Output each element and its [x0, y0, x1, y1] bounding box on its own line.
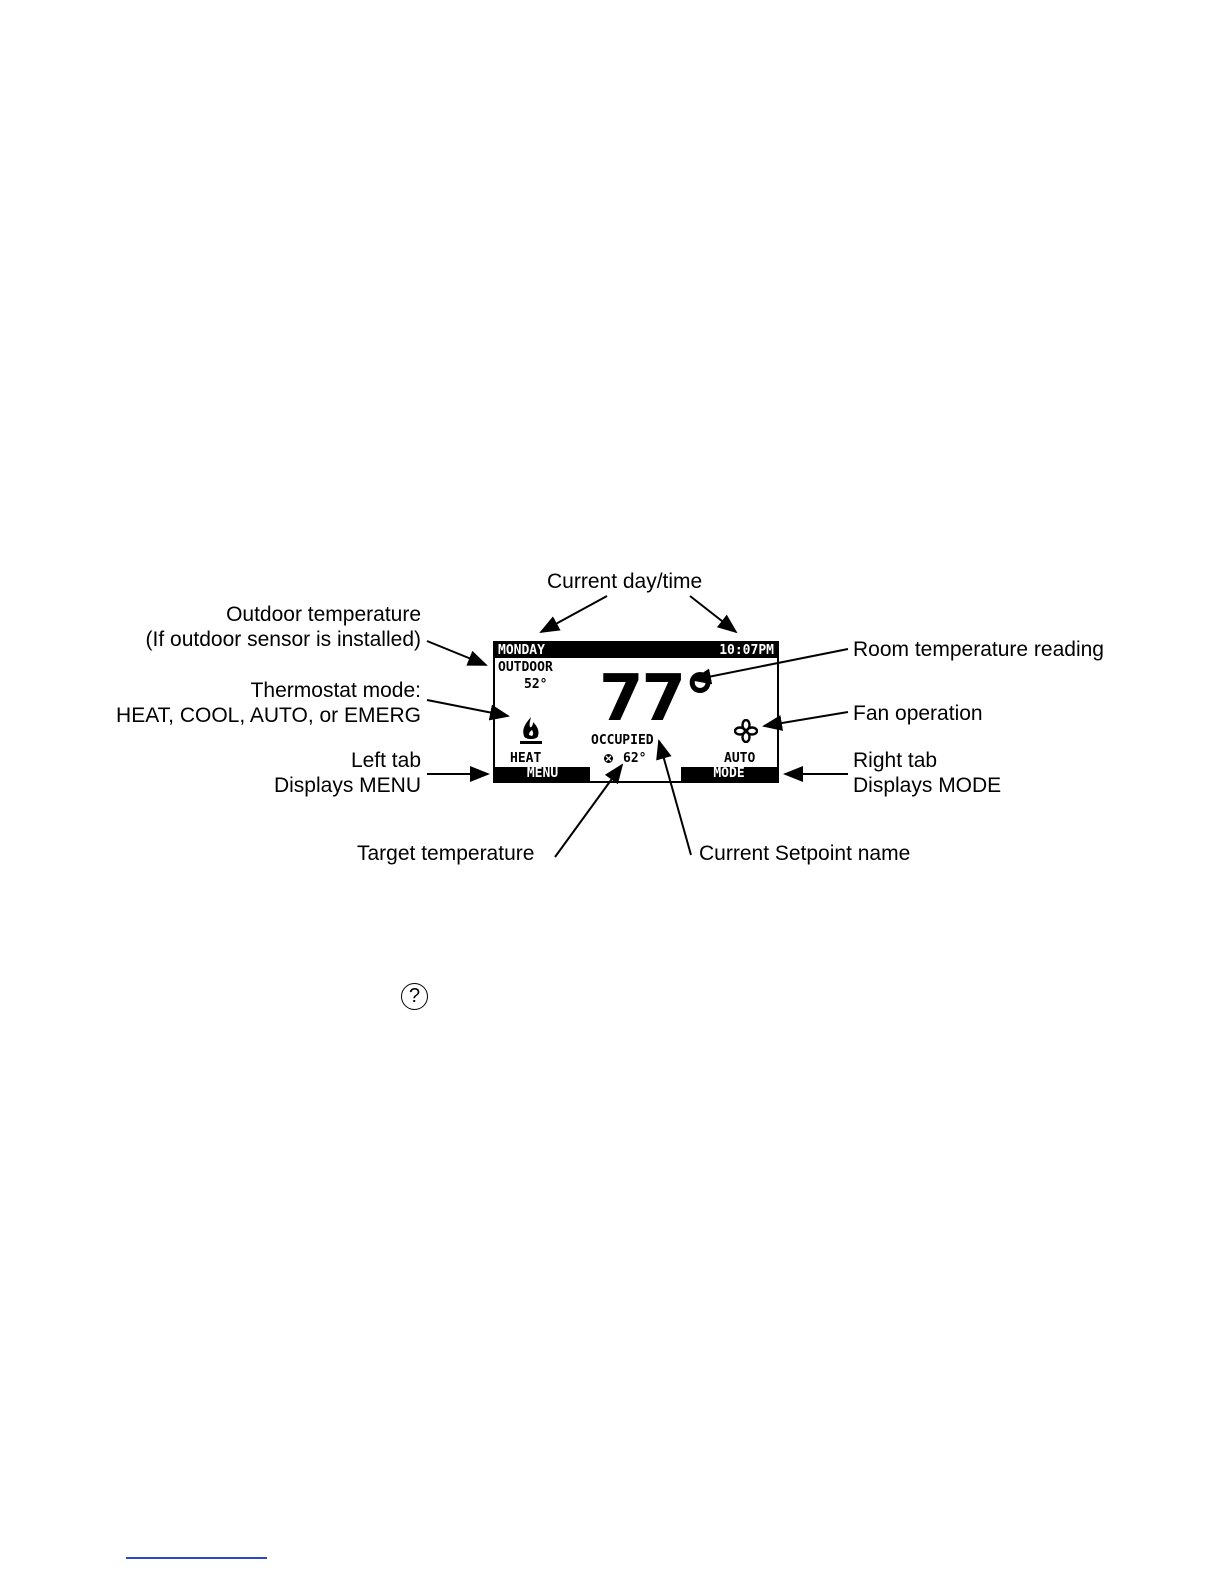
callout-mode-line1: Thermostat mode: [250, 679, 421, 702]
right-tab[interactable]: MODE [681, 767, 777, 781]
mode-label: HEAT [510, 751, 542, 766]
callout-right-tab-line2: Displays MODE [853, 774, 1002, 797]
arrow-day [541, 596, 607, 632]
fan-mode: AUTO [724, 751, 756, 766]
outdoor-temp: 52° [524, 677, 548, 692]
arrow-target-temp [555, 765, 622, 857]
callout-outdoor-temp-line2: (If outdoor sensor is installed) [145, 628, 421, 651]
callout-left-tab-line1: Left tab [350, 749, 421, 772]
display-day: MONDAY [498, 643, 545, 658]
arrow-mode [427, 700, 508, 716]
callout-right-tab-line1: Right tab [853, 749, 938, 772]
callout-room-temp: Room temperature reading [853, 638, 1104, 661]
display-time: 10:07PM [719, 643, 774, 658]
setpoint-name: OCCUPIED [591, 733, 654, 748]
callout-target-temp: Target temperature [357, 842, 535, 865]
link-underline [126, 1557, 267, 1559]
callout-left-tab-line2: Displays MENU [273, 774, 421, 797]
arrow-room-temp [693, 649, 848, 680]
callout-setpoint-name: Current Setpoint name [699, 842, 911, 865]
callout-current-day-time: Current day/time [547, 570, 703, 593]
arrow-outdoor [427, 641, 486, 665]
arrow-setpoint-name [659, 741, 691, 855]
outdoor-label: OUTDOOR [498, 660, 553, 675]
callout-outdoor-temp-line1: Outdoor temperature [226, 603, 421, 626]
arrow-time [690, 596, 736, 632]
help-circle-icon: ? [401, 983, 428, 1010]
target-temp: 62° [623, 751, 647, 766]
arrow-fan [764, 712, 848, 726]
left-tab[interactable]: MENU [495, 767, 590, 781]
callout-fan: Fan operation [853, 702, 983, 725]
room-temp: 77° [599, 662, 715, 736]
callout-mode-line2: HEAT, COOL, AUTO, or EMERG [116, 704, 421, 727]
